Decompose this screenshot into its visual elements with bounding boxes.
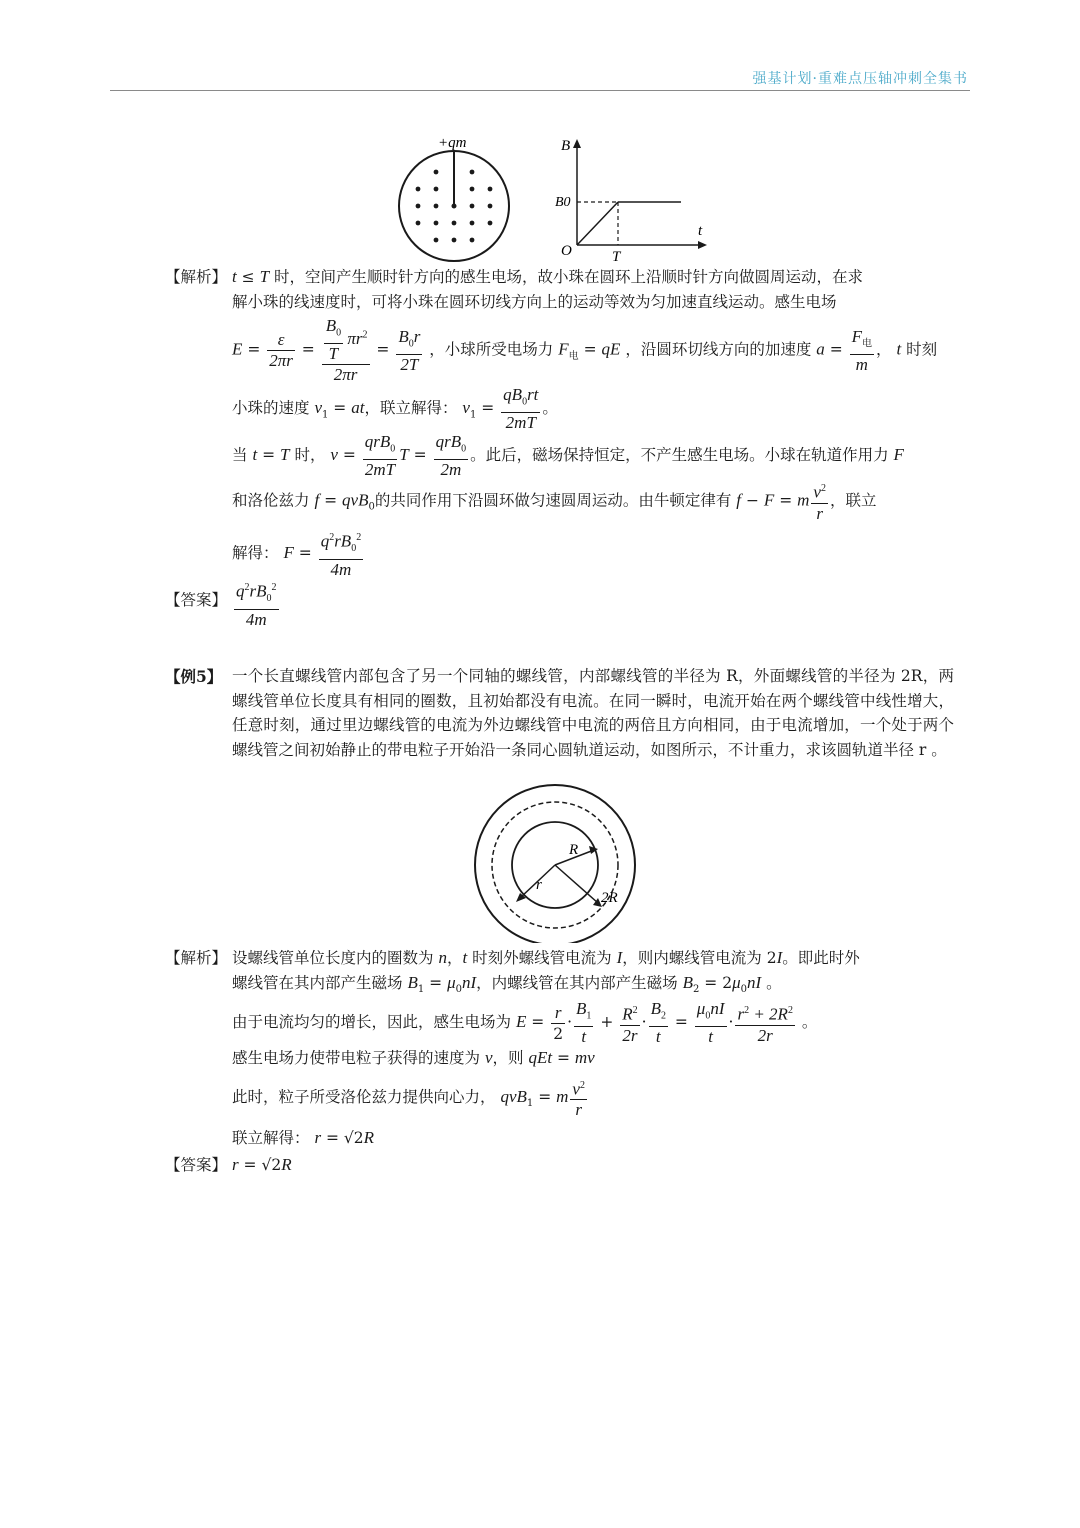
answer-tag: 【答案】 — [165, 591, 228, 609]
figure-field-circle — [392, 132, 522, 264]
solution-2-tag: 【解析】 — [165, 949, 228, 967]
axis-t-label: t — [698, 223, 703, 239]
answer-2: r = √2R — [232, 1155, 292, 1174]
charge-label: +qm — [438, 135, 467, 151]
figure-solenoids — [470, 783, 640, 943]
solution-line-4: 小珠的速度 $v_1$ = at，联立解得： $v_1$ = $\frac{qB_0rt}{2mT}$ 。 — [232, 385, 558, 433]
solution-2-line-1: 设螺线管单位长度内的圈数为 n，t 时刻外螺线管电流为 I，则内螺线管电流为 2I。即此时外 — [232, 948, 860, 967]
solution-line-3: E = $\frac{\varepsilon}{2\pi r}$ = $\frac{B_0}{T}$ $\pi r^2$ 2πr = $\frac{B_0r}{2T}$ ，小球所受电场力 $F_电$ = qE ，沿圆环切线方向的加速度 a = $\frac{F_电}{m}$ ， t 时刻 — [232, 316, 938, 385]
label-R: R — [569, 842, 579, 858]
solution-line-6: 和洛伦兹力 f = qvB$_0$的共同作用下沿圆环做匀速圆周运动。由牛顿定律有 f − F = m $\frac{v^2}{r}$ ，联立 — [232, 479, 876, 528]
solution-2-line-6: 联立解得： r = √2R — [232, 1128, 375, 1147]
page-header — [110, 64, 970, 91]
solution-2-line-2: 螺线管在其内部产生磁场 $B_1 = \mu_0nI$，内螺线管在其内部产生磁场 $B_2 = 2\mu_0nI$ 。 — [232, 973, 782, 996]
t-mark-label: T — [612, 249, 621, 263]
answer-1: $\frac{q^2rB_0^2}{4m}$ — [232, 578, 281, 630]
answer-2-tag: 【答案】 — [165, 1156, 228, 1174]
example-5-tag: 【例5】 — [165, 667, 223, 686]
axis-b-label: B — [561, 138, 571, 154]
b0-label: B0 — [555, 195, 571, 210]
solution-line-7: 解得： F = $\frac{q^2rB_0^2}{4m}$ — [232, 528, 365, 580]
solution-tag: 【解析】 — [165, 268, 228, 286]
solution-line-2: 解小珠的线速度时，可将小珠在圆环切线方向上的运动等效为匀加速直线运动。感生电场 — [232, 293, 837, 311]
solution-line-1: t ≤ T 时，空间产生顺时针方向的感生电场，故小珠在圆环上沿顺时针方向做圆周运动，在求 — [232, 267, 863, 286]
header-title: 强基计划·重难点压轴冲刺全集书 — [752, 71, 968, 87]
origin-label: O — [561, 243, 572, 259]
solution-2-line-3: 由于电流均匀的增长，因此，感生电场为 E = $\frac{r}{2}$ · $\frac{B_1}{t}$ + $\frac{R^2}{2r}$ · $\frac{B_2}{t}$ = $\frac{\mu_0nI}{t}$ · $\frac{r^2 + 2R^2}{2r}$ 。 — [232, 999, 818, 1047]
figure-b-t-graph — [555, 135, 715, 263]
solution-line-5: 当 t = T 时， v = $\frac{qrB_0}{2mT}$ T = $\frac{qrB_0}{2m}$ 。此后，磁场保持恒定，不产生感生电场。小球在轨道作用力 F — [232, 432, 904, 480]
label-r: r — [536, 877, 542, 893]
solution-2-line-5: 此时，粒子所受洛伦兹力提供向心力， qvB$_1$ = m $\frac{v^2}{r}$ — [232, 1075, 589, 1126]
example-5-text: 一个长直螺线管内部包含了另一个同轴的螺线管，内部螺线管的半径为 R，外面螺线管的半径为 2R，两螺线管单位长度具有相同的圈数，且初始都没有电流。在同一瞬时，电流开始在两个螺线管中线性增大，任意时刻，通过里边螺线管的电流为外边螺线管中电流的两倍且方向相同，由于电流增加，一个处于两个螺线管之间初始静止的带电粒子开始沿一条同心圆轨道运动，如图所示，不计重力，求该圆轨道半径 r 。 — [232, 667, 954, 759]
label-2R: 2R — [601, 890, 618, 906]
solution-2-line-4: 感生电场力使带电粒子获得的速度为 v，则 qEt = mv — [232, 1048, 595, 1067]
